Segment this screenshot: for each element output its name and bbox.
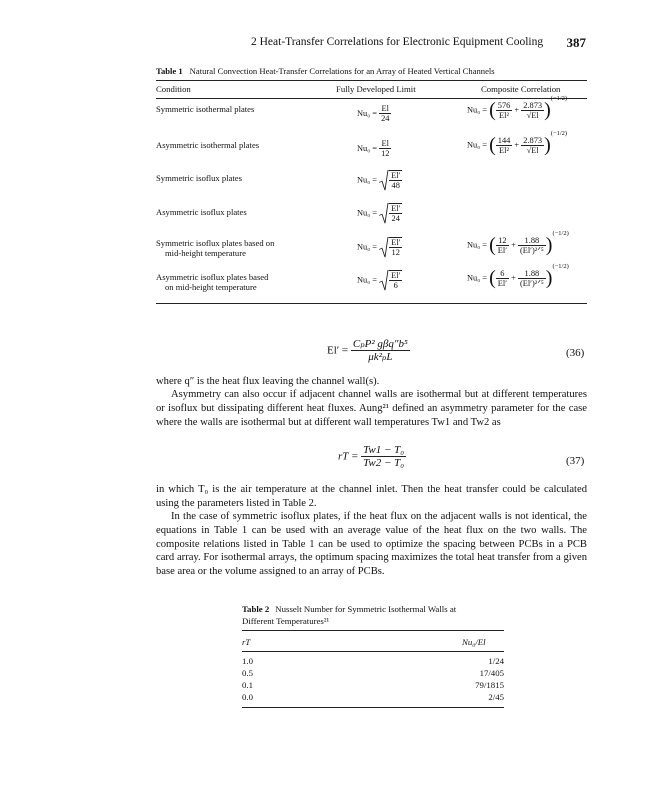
eq37-num: Tw1 − T₀ xyxy=(363,444,405,456)
fd-formula xyxy=(357,139,391,159)
table2-label: Table 2 xyxy=(242,604,270,614)
table2-bottom-rule xyxy=(242,707,504,708)
c-exp: (−1/2) xyxy=(552,230,569,237)
fd-lhs: Nu₀ = xyxy=(357,108,377,118)
c-t2-den: (El′)²ᐟ⁵ xyxy=(519,278,544,288)
sqrt-sign xyxy=(379,237,402,258)
fd-lhs: Nu₀ = xyxy=(357,143,377,153)
table1-col-composite: Composite Correlation xyxy=(481,84,561,94)
table2-top-rule xyxy=(242,630,504,631)
c-t1-num: 576 xyxy=(497,100,511,110)
c-t1-num: 6 xyxy=(496,269,509,279)
fd-num: El xyxy=(379,139,391,149)
table2-cell-nu: 2/45 xyxy=(488,692,504,702)
table2-cell-nu: 79/1815 xyxy=(475,680,504,690)
table1-top-rule xyxy=(156,80,587,81)
c-t2-num: 2.873 xyxy=(523,100,543,110)
table2-header-rule xyxy=(242,651,504,652)
table2-col-rt: rT xyxy=(242,637,251,647)
equation-36 xyxy=(327,338,410,364)
fd-lhs: Nu₀ = xyxy=(357,275,377,285)
c-exp: (−1/2) xyxy=(552,263,569,270)
sqrt-sign xyxy=(379,270,402,291)
c-t2-den: (El′)²ᐟ⁵ xyxy=(519,245,544,255)
c-t1-num: 144 xyxy=(497,135,511,145)
table2-caption-line2: Different Temperatures²¹ xyxy=(242,616,330,626)
c-lhs: Nu₀ = xyxy=(467,273,487,283)
paragraph: Asymmetry can also occur if adjacent channel walls are isothermal but at different temperatures or isoflux but dissipating different heat fluxes. Aung²¹ defined an asymmetry parameter for the case where the walls are isothermal but at different wall temperatures Tw1 and Tw2 as xyxy=(156,389,587,428)
condition-line1: Symmetric isoflux plates based on xyxy=(156,238,275,248)
fd-den: 24 xyxy=(391,214,400,224)
c-t2-den: √El xyxy=(526,145,539,155)
fd-formula xyxy=(357,203,402,224)
row-condition: Symmetric isoflux plates xyxy=(156,173,242,183)
equation-37 xyxy=(338,444,406,470)
c-t2-num: 1.88 xyxy=(518,269,546,279)
table1-label: Table 1 xyxy=(156,66,183,76)
condition-line2: on mid-height temperature xyxy=(165,282,257,293)
eq37-den: Tw2 − T₀ xyxy=(363,457,405,470)
paragraph: In the case of symmetric isoflux plates, if the heat flux on the adjacent walls is not identical, the equations in Table 1 can be used with an average value of the heat flux on the two walls. The composite relations listed in Table 1 can be used to optimize the spacing between PCBs in a PCB card array. For isothermal arrays, the optimum spacing maximizes the total heat transfer from a given base area or the volume assigned to an array of PCBs. xyxy=(156,511,587,578)
table1-bottom-rule xyxy=(156,303,587,304)
c-t1-den: El′ xyxy=(497,278,508,288)
c-t1-den: El′ xyxy=(497,245,508,255)
fd-den: 12 xyxy=(381,149,390,159)
page-number: 387 xyxy=(566,35,586,50)
row-condition: Symmetric isothermal plates xyxy=(156,104,255,114)
sqrt-sign xyxy=(379,203,402,224)
fd-lhs: Nu₀ = xyxy=(357,175,377,185)
fd-num: El′ xyxy=(391,171,401,180)
table1-caption-text: Natural Convection Heat-Transfer Correlations for an Array of Heated Vertical Channels xyxy=(189,66,495,76)
fd-formula xyxy=(357,170,402,191)
sqrt-sign xyxy=(379,170,402,191)
fd-den: 6 xyxy=(393,281,398,291)
c-lhs: Nu₀ = xyxy=(467,140,487,150)
c-t2-num: 1.88 xyxy=(518,236,546,246)
composite-formula: Nu₀ = ( $\frac{6}{El'}$ + $\frac{1.88}{\text{(El′)²ᐟ⁵}}$ )$^{(-1/2)}$ xyxy=(467,263,569,289)
paragraph: where q″ is the heat flux leaving the channel wall(s). xyxy=(156,376,380,387)
fd-formula xyxy=(357,237,402,258)
row-condition xyxy=(156,272,268,293)
eq36-lhs: El′ = xyxy=(327,344,349,357)
table2-cell-nu: 1/24 xyxy=(488,656,504,666)
eq37-lhs: rT = xyxy=(338,450,359,463)
row-condition xyxy=(156,238,274,259)
fd-num: El′ xyxy=(391,271,401,280)
fd-lhs: Nu₀ = xyxy=(357,208,377,218)
paragraph: in which T₀ is the air temperature at the channel inlet. Then the heat transfer could be calculated using the parameters listed in Table 2. xyxy=(156,484,587,509)
fd-formula xyxy=(357,104,391,124)
fd-den: 24 xyxy=(381,114,390,124)
c-t2-den: √El xyxy=(526,110,539,120)
condition-line1: Asymmetric isoflux plates based xyxy=(156,272,269,282)
composite-formula: Nu₀ = ( $\frac{144}{\text{El²}}$ + $\frac{2.873}{√El}$ )$^{(-1/2)}$ xyxy=(467,130,568,156)
eq36-num: CₚP² gβq″b⁵ xyxy=(352,338,408,350)
eq36-den: μk²ₚL xyxy=(368,351,393,364)
fd-formula xyxy=(357,270,402,291)
fd-den: 48 xyxy=(391,181,400,191)
table2-cell-rt: 0.1 xyxy=(242,680,253,690)
row-condition: Asymmetric isothermal plates xyxy=(156,140,260,150)
fd-lhs: Nu₀ = xyxy=(357,242,377,252)
c-t1-den: El² xyxy=(499,110,510,120)
c-lhs: Nu₀ = xyxy=(467,105,487,115)
c-t1-den: El² xyxy=(499,145,510,155)
table2-caption xyxy=(242,603,504,627)
fd-num: El′ xyxy=(391,204,401,213)
composite-formula: Nu₀ = ( $\frac{576}{\text{El²}}$ + $\frac{2.873}{√El}$ )$^{(-1/2)}$ xyxy=(467,95,568,121)
fd-num: El xyxy=(379,104,391,114)
composite-formula: Nu₀ = ( $\frac{12}{El'}$ + $\frac{1.88}{\text{(El′)²ᐟ⁵}}$ )$^{(-1/2)}$ xyxy=(467,230,569,256)
chapter-title: 2 Heat-Transfer Correlations for Electronic Equipment Cooling xyxy=(251,36,544,48)
row-condition: Asymmetric isoflux plates xyxy=(156,207,247,217)
table2-caption-line1: Nusselt Number for Symmetric Isothermal Walls at xyxy=(275,604,457,614)
table1-caption xyxy=(156,66,495,76)
c-t2-num: 2.873 xyxy=(523,135,543,145)
c-exp: (−1/2) xyxy=(550,95,568,102)
fd-num: El′ xyxy=(391,238,401,247)
eq36-number: (36) xyxy=(566,347,585,359)
table2-cell-rt: 0.0 xyxy=(242,692,253,702)
table1-col-fd: Fully Developed Limit xyxy=(336,84,416,94)
fd-den: 12 xyxy=(391,248,400,258)
c-t1-num: 12 xyxy=(496,236,509,246)
table2-col-nu: Nu₀/El xyxy=(462,637,486,647)
table1-col-condition: Condition xyxy=(156,84,191,94)
eq37-number: (37) xyxy=(566,455,585,467)
c-exp: (−1/2) xyxy=(550,130,568,137)
table2-cell-rt: 0.5 xyxy=(242,668,253,678)
table2-cell-nu: 17/405 xyxy=(479,668,504,678)
table2-cell-rt: 1.0 xyxy=(242,656,253,666)
c-lhs: Nu₀ = xyxy=(467,240,487,250)
condition-line2: mid-height temperature xyxy=(165,248,246,259)
